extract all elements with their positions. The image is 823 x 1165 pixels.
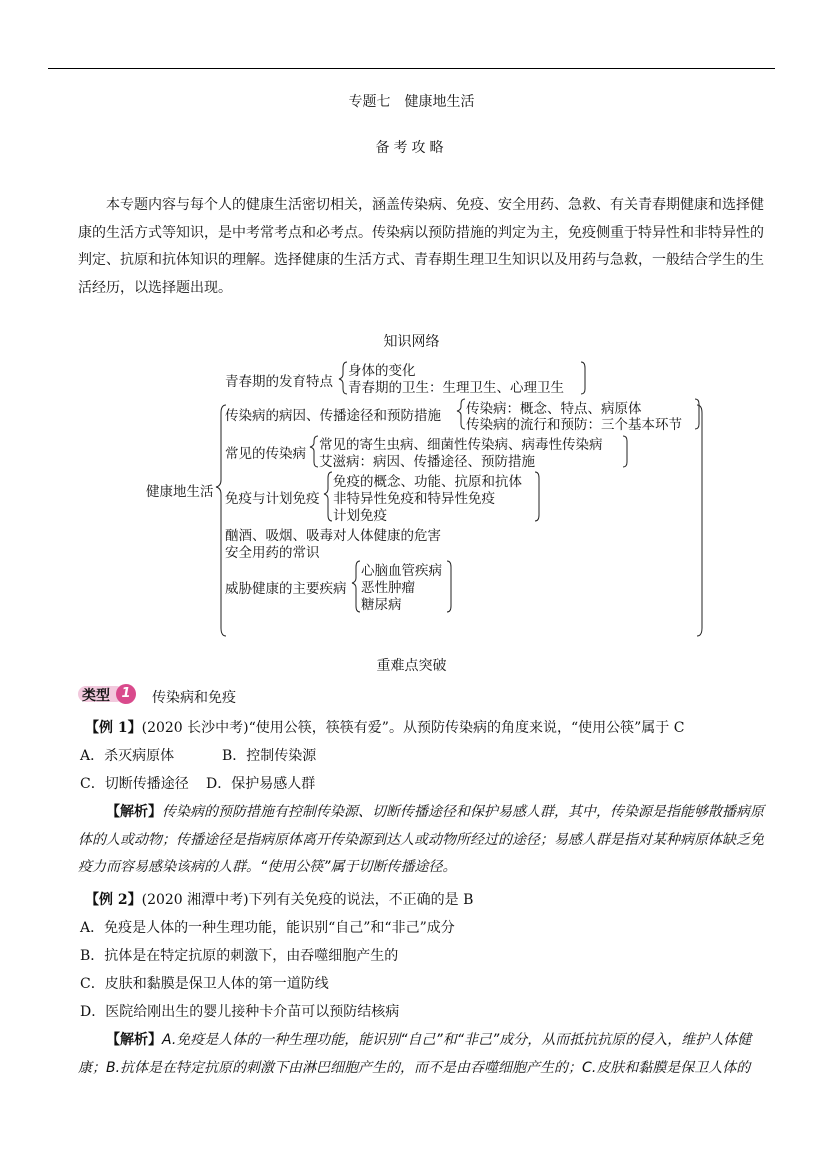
example2-question [85,889,473,909]
threats-item: 恶性肿瘤 [361,580,415,596]
example1-question-text: (2020 长沙中考)“使用公筷，筷筷有爱”。从预防传染病的角度来说，“使用公筷”属于 C [141,720,685,736]
example2-option: A．免疫是人体的一种生理功能，能识别“自己”和“非己”成分 [80,920,455,936]
example2-analysis-tag: 【解析】 [106,1032,162,1048]
network-root: 健康地生活 [146,484,214,500]
puberty-item: 青春期的卫生：生理卫生、心理卫生 [348,380,564,396]
immunity-item: 计划免疫 [333,508,387,524]
common-label: 常见的传染病 [225,446,306,462]
example1-analysis-tag: 【解析】 [106,804,162,820]
immunity-item: 免疫的概念、功能、抗原和抗体 [333,474,522,490]
type-badge [78,684,138,704]
threats-item: 糖尿病 [361,597,402,613]
example1-analysis-text: 传染病的预防措施有控制传染源、切断传播途径和保护易感人群，其中，传染源是指能够散播病原体的人或动物；传播途径是指病原体离开传染源到达人或动物所经过的途径；易感人群是指对某种病原体缺乏免疫力而容易感染该病的人群。“使用公筷”属于切断传播途径。 [78,804,764,875]
example2-tag: 【例 2】 [85,892,142,908]
example1-tag: 【例 1】 [85,720,142,736]
causes-item: 传染病的流行和预防：三个基本环节 [466,417,682,433]
alcohol-item: 酗酒、吸烟、吸毒对人体健康的危害 [225,528,441,544]
puberty-label: 青春期的发育特点 [225,374,333,390]
example1-option: D．保护易感人群 [206,776,316,792]
example1-option: B．控制传染源 [222,748,317,764]
threats-label: 威胁健康的主要疾病 [225,581,347,597]
example1-question [85,717,684,737]
medication-item: 安全用药的常识 [225,545,320,561]
example1-option: A．杀灭病原体 [80,748,175,764]
page-title: 专题七 健康地生活 [348,94,475,110]
example1-option: C．切断传播途径 [80,776,189,792]
example2-analysis [78,1027,774,1082]
breakthrough-heading: 重难点突破 [376,658,447,674]
common-item: 常见的寄生虫病、细菌性传染病、病毒性传染病 [319,437,603,453]
example2-option: B．抗体是在特定抗原的刺激下，由吞噬细胞产生的 [80,948,399,964]
intro-paragraph: 本专题内容与每个人的健康生活密切相关，涵盖传染病、免疫、安全用药、急救、有关青春期健康和选择健康的生活方式等知识，是中考常考点和必考点。传染病以预防措施的判定为主，免疫侧重于特异性和非特异性的判定、抗原和抗体知识的理解。选择健康的生活方式、青春期生理卫生知识以及用药与急救，一般结合学生的生活经历，以选择题出现。 [78,197,764,296]
type-badge-number: 1 [116,684,136,704]
section-subtitle: 备考攻略 [375,140,448,156]
puberty-item: 身体的变化 [348,363,416,379]
causes-label: 传染病的病因、传播途径和预防措施 [225,408,441,424]
type-title: 传染病和免疫 [152,690,236,706]
example2-option: C．皮肤和黏膜是保卫人体的第一道防线 [80,976,329,992]
example2-question-text: (2020 湘潭中考)下列有关免疫的说法，不正确的是 B [141,892,474,908]
threats-item: 心脑血管疾病 [361,563,442,579]
example1-analysis [78,799,774,882]
type-badge-text: 类型 [82,688,110,704]
immunity-label: 免疫与计划免疫 [225,491,320,507]
example2-analysis-text: A.免疫是人体的一种生理功能，能识别“自己”和“非己”成分，从而抵抗抗原的侵入，维护人体健康；B.抗体是在特定抗原的刺激下由淋巴细胞产生的，而不是由吞噬细胞产生的；C.皮肤和黏膜是保卫人体的 [78,1032,752,1076]
example2-option: D．医院给刚出生的婴儿接种卡介苗可以预防结核病 [80,1004,400,1020]
causes-item: 传染病：概念、特点、病原体 [466,401,642,417]
network-heading: 知识网络 [383,334,440,350]
common-item: 艾滋病：病因、传播途径、预防措施 [319,454,535,470]
immunity-item: 非特异性免疫和特异性免疫 [333,491,495,507]
